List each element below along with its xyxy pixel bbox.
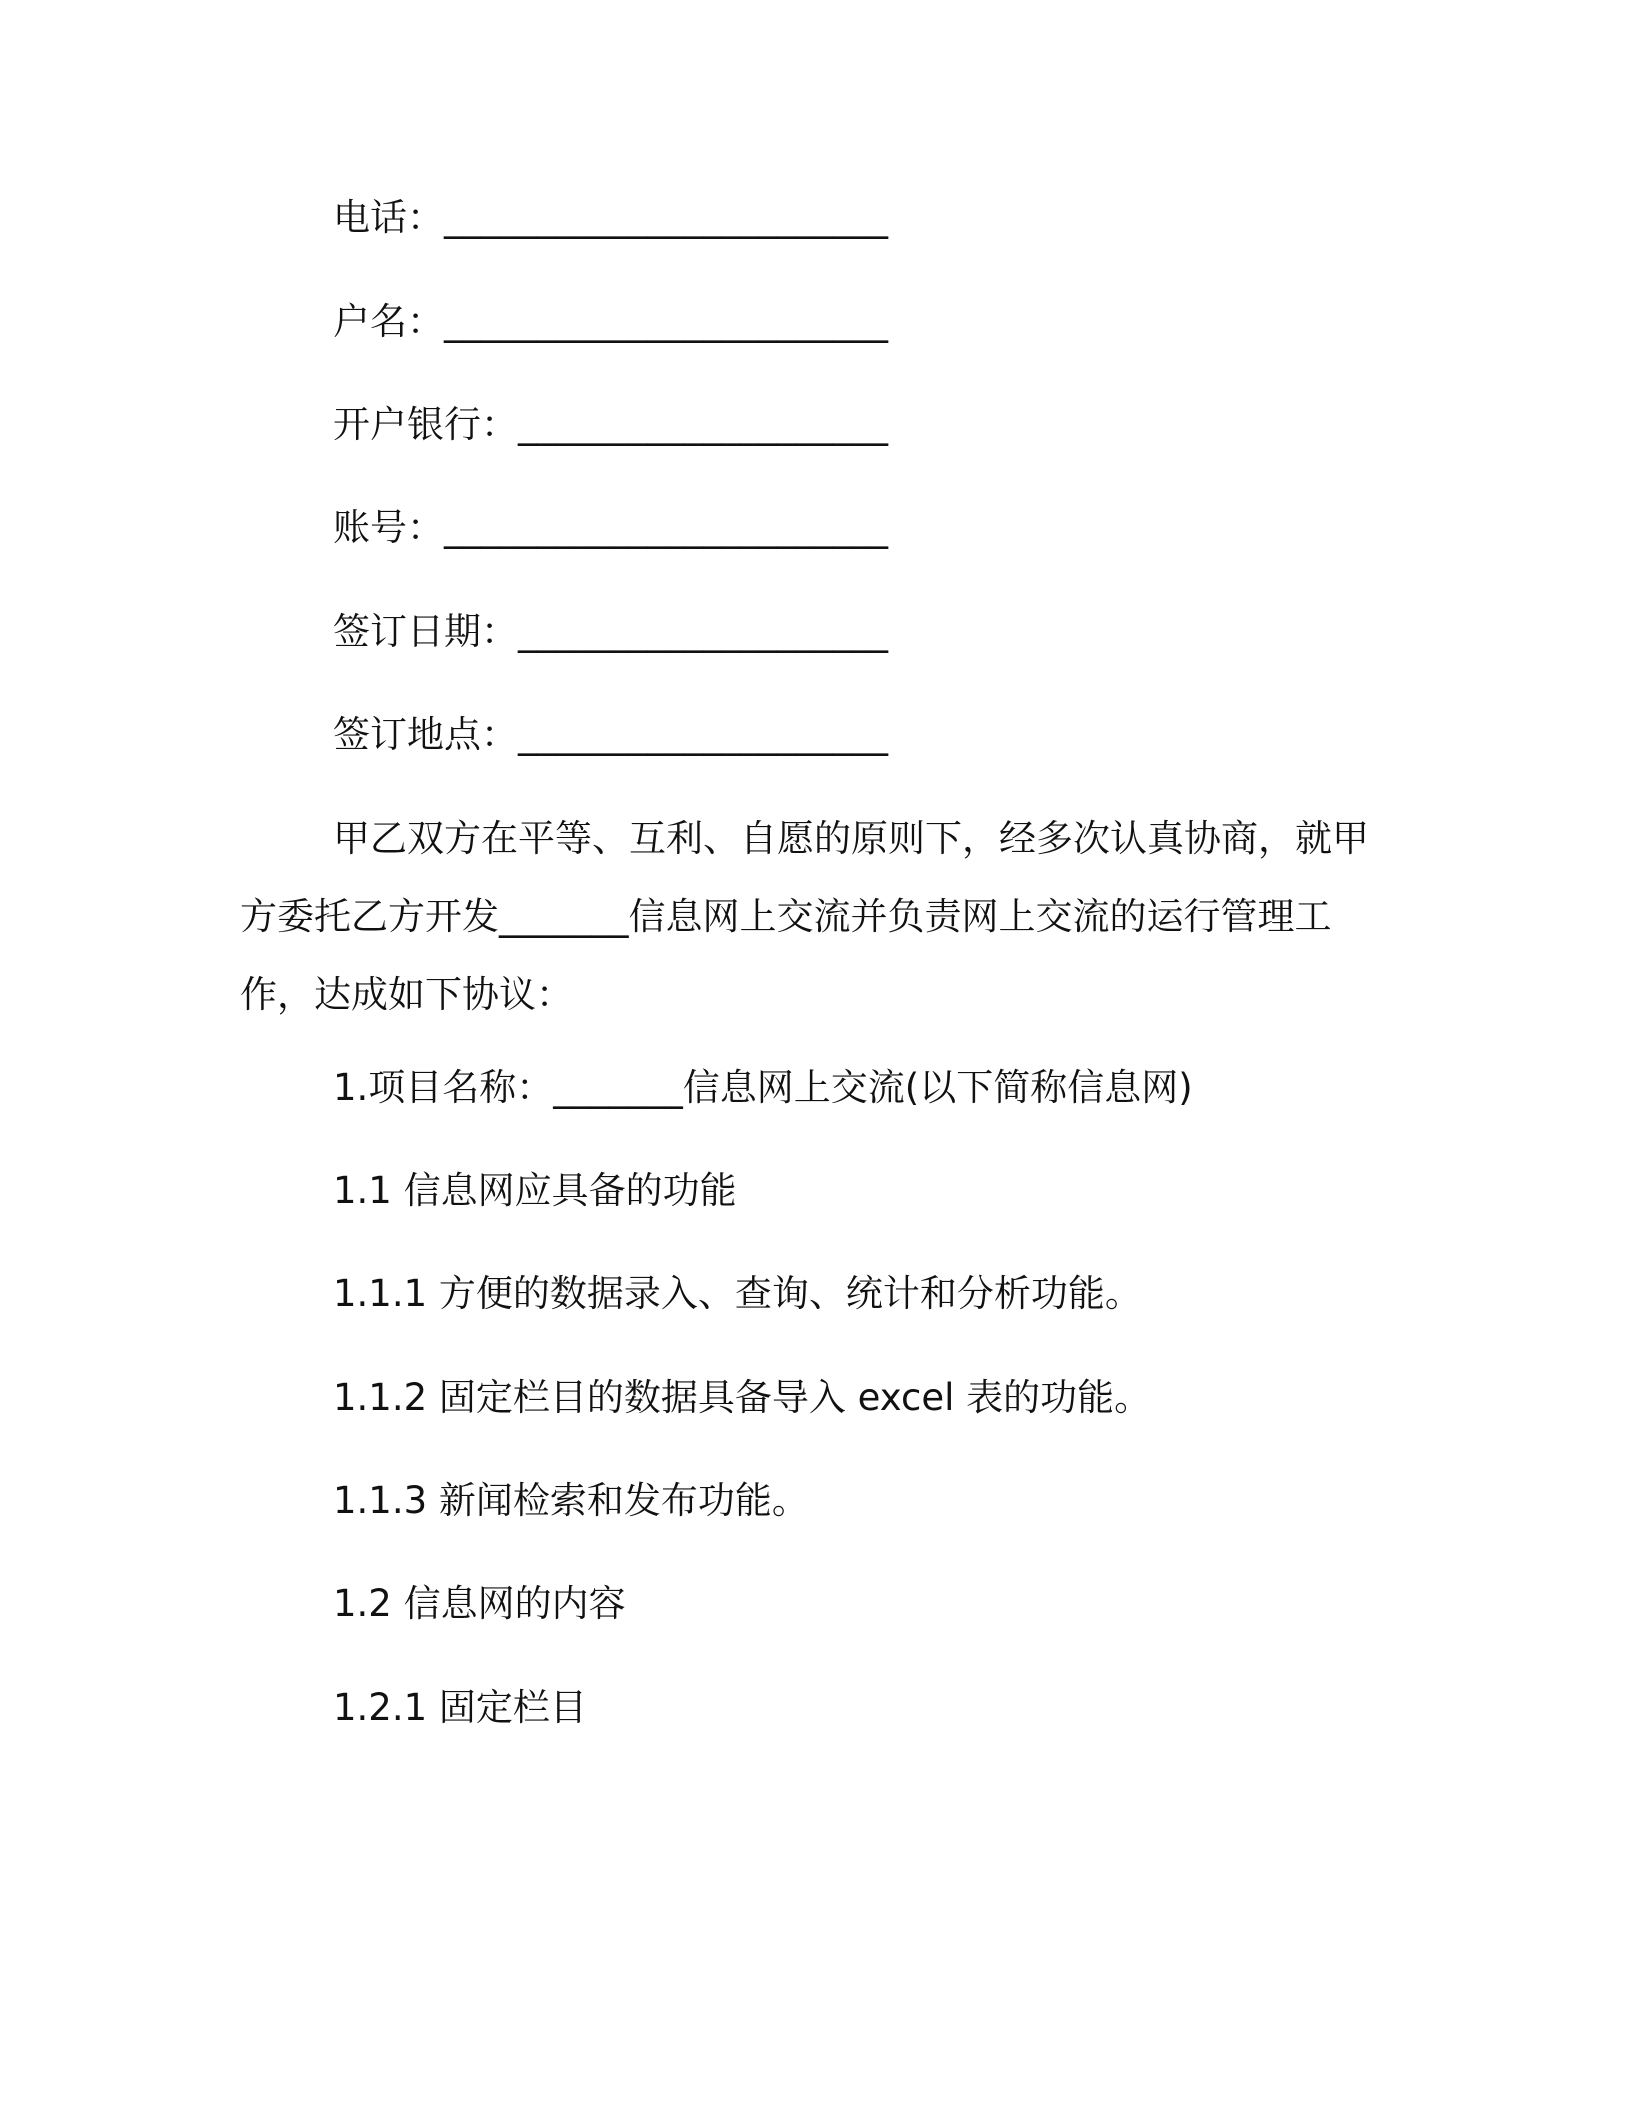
intro-paragraph: 甲乙双方在平等、互利、自愿的原则下，经多次认真协商，就甲方委托乙方开发_______信息网上交流并负责网上交流的运行管理工作，达成如下协议： bbox=[240, 817, 1369, 1016]
section-1-2-1: 1.2.1 固定栏目 bbox=[333, 1686, 587, 1729]
section-1-project-name: 1.项目名称：_______信息网上交流(以下简称信息网) bbox=[333, 1066, 1193, 1109]
sign-date-field: 签订日期：____________________ bbox=[333, 610, 888, 653]
section-1-1-2: 1.1.2 固定栏目的数据具备导入 excel 表的功能。 bbox=[333, 1376, 1152, 1419]
section-1-1-1: 1.1.1 方便的数据录入、查询、统计和分析功能。 bbox=[333, 1272, 1142, 1315]
bank-field: 开户银行：____________________ bbox=[333, 403, 888, 446]
account-name-field: 户名：________________________ bbox=[333, 300, 888, 343]
account-number-field: 账号：________________________ bbox=[333, 506, 888, 549]
phone-field: 电话：________________________ bbox=[333, 196, 888, 239]
section-1-1-heading: 1.1 信息网应具备的功能 bbox=[333, 1169, 737, 1212]
section-1-2-heading: 1.2 信息网的内容 bbox=[333, 1582, 626, 1625]
section-1-1-3: 1.1.3 新闻检索和发布功能。 bbox=[333, 1479, 809, 1522]
sign-place-field: 签订地点：____________________ bbox=[333, 713, 888, 756]
